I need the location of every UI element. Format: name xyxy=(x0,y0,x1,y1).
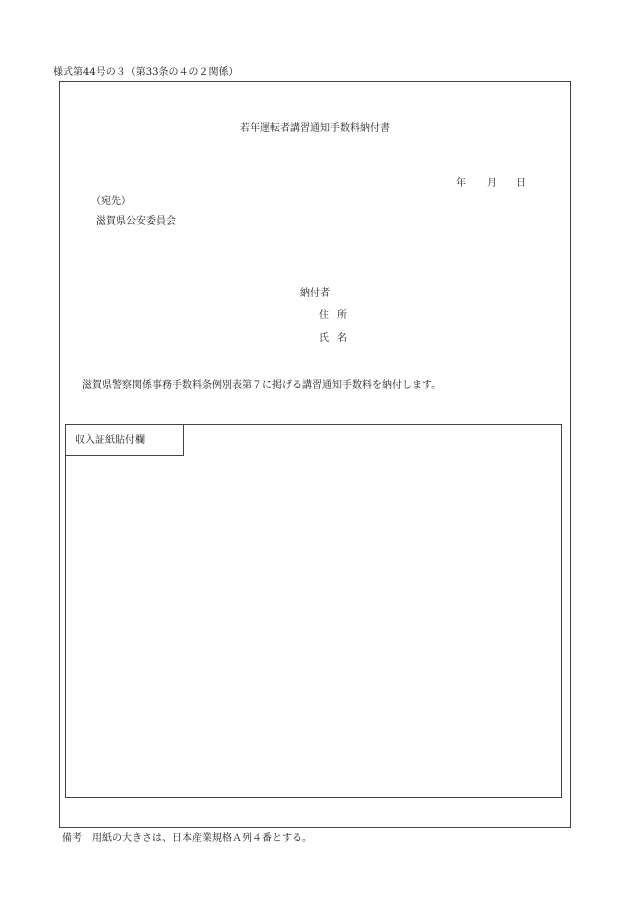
addressee-name: 滋賀県公安委員会 xyxy=(96,216,176,227)
payment-statement: 滋賀県警察関係事務手数料条例別表第７に掲げる講習通知手数料を納付します。 xyxy=(82,380,442,391)
date-month-label: 月 xyxy=(487,178,497,189)
document-title: 若年運転者講習通知手数料納付書 xyxy=(240,123,390,134)
date-year-label: 年 xyxy=(456,178,466,189)
addressee-label: （宛先） xyxy=(91,196,131,207)
payer-name-label: 氏名 xyxy=(319,333,355,344)
form-number-label: 様式第44号の３（第33条の４の２関係） xyxy=(53,67,239,78)
remarks-note: 備考 用紙の大きさは、日本産業規格Ａ列４番とする。 xyxy=(62,833,312,844)
payer-label: 納付者 xyxy=(300,288,330,299)
payer-address-label: 住所 xyxy=(319,310,355,321)
revenue-stamp-label: 収入証紙貼付欄 xyxy=(75,435,145,446)
date-day-label: 日 xyxy=(516,178,526,189)
revenue-stamp-area xyxy=(65,424,562,798)
